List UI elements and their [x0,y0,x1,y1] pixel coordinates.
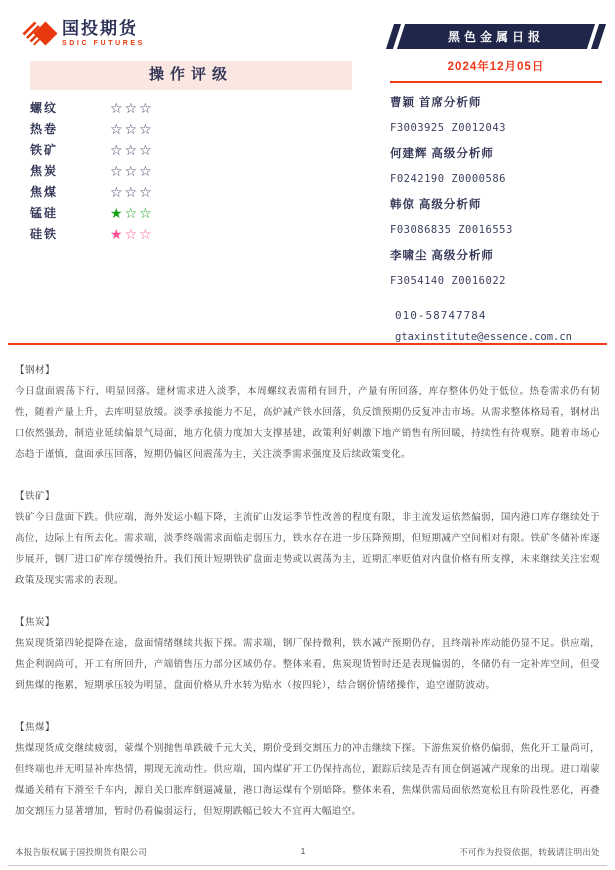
section-heading: 【铁矿】 [15,491,56,502]
analyst-name: 李啸尘 高级分析师 [390,250,494,262]
rating-row [30,181,352,202]
rating-row [30,97,352,118]
rating-title: 操作评级 [30,61,352,90]
rating-stars: ★☆☆ [110,204,154,221]
contact-phone: 010-58747784 [395,309,487,322]
rating-commodity-label: 硅铁 [30,227,59,241]
report-date: 2024年12月05日 [390,58,602,83]
logo-text [62,20,145,47]
report-section [15,360,600,465]
footer-copyright: 本报告版权属于国投期货有限公司 [15,847,148,857]
footer-disclaimer: 不可作为投资依据，转载请注明出处 [459,847,600,857]
analyst-license-codes: F0242190 Z0000586 [390,173,506,185]
analyst-license-codes: F3003925 Z0012043 [390,122,506,134]
rating-commodity-label: 铁矿 [30,143,59,157]
rating-stars: ☆☆☆ [110,120,154,137]
section-heading: 【焦炭】 [15,617,56,628]
rating-row [30,118,352,139]
rating-stars: ☆☆☆ [110,162,154,179]
logo-marks [26,25,54,42]
rating-row [30,139,352,160]
analyst-name: 何建辉 高级分析师 [390,148,494,160]
rating-row [30,160,352,181]
rating-stars: ★☆☆ [110,225,154,242]
report-section [15,612,600,696]
report-body [15,360,600,843]
company-logo [26,20,145,47]
analyst-list [390,94,602,287]
logo-company-name: 国投期货 [62,19,138,38]
section-body: 今日盘面震荡下行，明显回落。建材需求进入淡季，本周螺纹表需稍有回升，产量有所回落，库存整体仍处于低位。热卷需求仍有韧性，随着产量上升，去库明显放缓。淡季承接能力不足，高炉减产铁水回落，负反馈预期仍反复冲击市场。从需求整体格局看，钢材出口依然强劲，制造业延续偏景气局面，地方化债力度加大支撑基建，政策利好刺激下地产销售有所回暖，持续性有待观察。随着市场心态趋于谨慎，盘面承压回落，短期仍偏区间震荡为主，关注淡季需求强度及后续政策变化。 [15,386,600,460]
analyst-name: 曹颖 首席分析师 [390,97,482,109]
rating-stars: ☆☆☆ [110,99,154,116]
rating-commodity-label: 锰硅 [30,206,59,220]
rating-commodity-label: 焦煤 [30,185,59,199]
rating-stars: ☆☆☆ [110,183,154,200]
banner-bar [397,24,595,49]
analyst-license-codes: F3054140 Z0016022 [390,275,506,287]
section-heading: 【钢材】 [15,365,56,376]
logo-company-name-en: SDIC FUTURES [62,39,145,47]
report-title-banner [390,24,602,49]
rating-rows [30,97,352,244]
rating-commodity-label: 热卷 [30,122,59,136]
rating-row [30,223,352,244]
page-number: 1 [300,846,306,856]
report-section [15,717,600,822]
rating-panel [30,61,352,244]
contact-email[interactable]: gtaxinstitute@essence.com.cn [395,331,573,343]
report-footer [8,846,607,866]
rating-stars: ☆☆☆ [110,141,154,158]
rating-row [30,202,352,223]
analyst-license-codes: F03086835 Z0016553 [390,224,513,236]
report-title: 黑色金属日报 [447,30,544,44]
section-body: 焦炭现货第四轮提降在途，盘面情绪继续共振下探。需求端，钢厂保持微利，铁水减产预期仍存，且终端补库动能仍显不足。供应端，焦企利润尚可，开工有所回升，产端销售压力部分区域仍存。整体来看，焦炭现货暂时还是表现偏弱的，冬储仍有一定补库空间，但受到焦煤的拖累，短期承压较为明显，盘面价格从升水转为贴水（按四轮），结合钢价情绪操作，追空谨防波动。 [15,638,600,691]
analyst-name: 韩倞 高级分析师 [390,199,482,211]
section-heading: 【焦煤】 [15,722,56,733]
rating-commodity-label: 焦炭 [30,164,59,178]
header-divider [8,343,607,345]
rating-commodity-label: 螺纹 [30,101,59,115]
report-section [15,486,600,591]
section-body: 焦煤现货成交继续疲弱，蒙煤个别抛售单跌破千元大关，期价受到交割压力的冲击继续下探。下游焦炭价格仍偏弱，焦化开工量尚可，但终端也并无明显补库热情，期现无流动性。供应端，国内煤矿开工仍保持高位，跟踪后续是否有顶仓倒逼减产现象的出现。进口端蒙煤通关稍有下滑至千车内，源自关口胀库倒逼减量，港口海运煤有个别暗降。整体来看，焦煤供需局面依然宽松且有阶段性恶化，再叠加交割压力显著增加，暂时仍看偏弱运行，但短期跌幅已较大不宜再大幅追空。 [15,743,600,817]
report-meta-column [390,24,602,343]
section-body: 铁矿今日盘面下跌。供应端，海外发运小幅下降，主流矿山发运季节性改善的程度有限，非主流发运依然偏弱，国内港口库存继续处于高位，边际上有所去化。需求端，淡季终端需求面临走弱压力，铁水存在进一步压降预期，但短期减产空间相对有限。铁矿冬储补库逐步展开，钢厂进口矿库存缓慢抬升。我们预计短期铁矿盘面走势或以震荡为主，近期汇率贬值对内盘价格有所支撑，未来继续关注宏观政策及现实需求的表现。 [15,512,600,586]
